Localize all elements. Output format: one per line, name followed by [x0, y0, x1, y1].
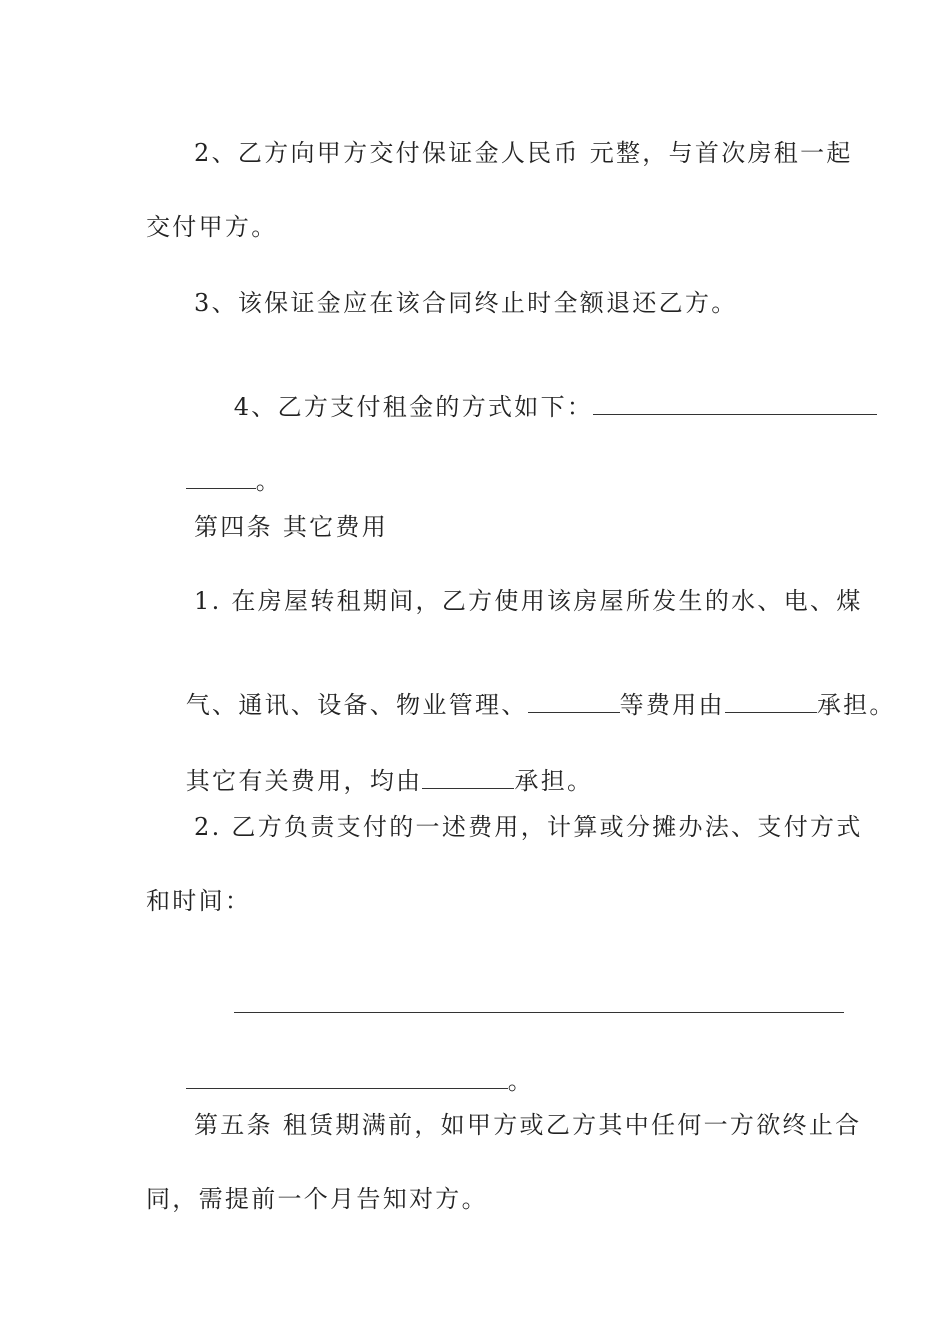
article5-line1: 第五条 租赁期满前，如甲方或乙方其中任何一方欲终止合: [194, 1111, 862, 1139]
other-fee-blank: [528, 690, 620, 713]
period: 。: [255, 467, 283, 495]
payment-method-blank: [593, 392, 877, 415]
art4-item2-line2: 和时间：: [146, 887, 252, 915]
para3: 3、该保证金应在该合同终止时全额退还乙方。: [194, 289, 738, 317]
art4-item2-line1: 2. 乙方负责支付的一述费用，计算或分摊办法、支付方式: [194, 813, 863, 841]
calc-method-blank-cont: [186, 1066, 508, 1089]
para2-line2: 交付甲方。: [146, 213, 278, 241]
payment-method-blank-cont: [186, 466, 256, 489]
fee-bearer-blank: [725, 690, 817, 713]
article4-heading: 第四条 其它费用: [194, 513, 389, 541]
text-segment: 等费用由: [619, 691, 725, 719]
other-fee-bearer-blank: [422, 766, 514, 789]
text-segment: 承担。: [816, 691, 896, 719]
calc-method-blank: [234, 990, 844, 1013]
period: 。: [507, 1067, 535, 1095]
article5-line2: 同，需提前一个月告知对方。: [146, 1185, 488, 1213]
para4-line1: [194, 362, 877, 452]
text-segment: 承担。: [514, 767, 594, 795]
para4-label: 4、乙方支付租金的方式如下：: [233, 393, 594, 421]
text-segment: 气、通讯、设备、物业管理、: [185, 691, 528, 719]
para2-line1: 2、乙方向甲方交付保证金人民币 元整，与首次房租一起: [194, 139, 853, 167]
art4-item1-line1: 1. 在房屋转租期间，乙方使用该房屋所发生的水、电、煤: [194, 587, 863, 615]
text-segment: 其它有关费用，均由: [185, 767, 423, 795]
